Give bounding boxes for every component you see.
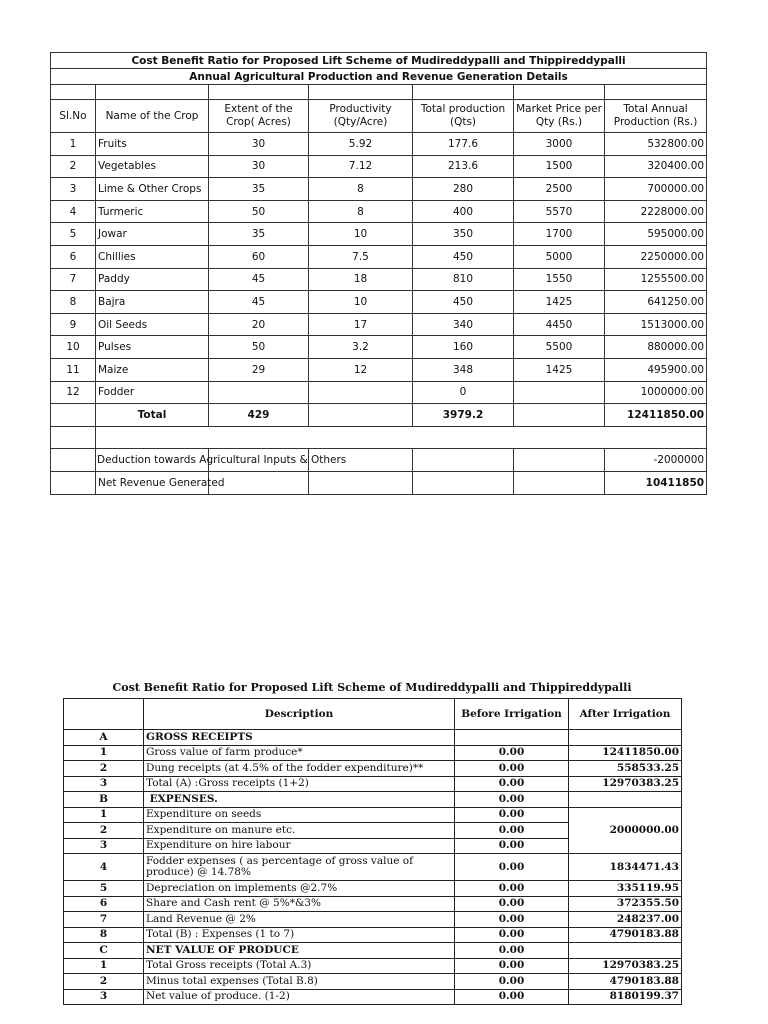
table-row: [64, 854, 682, 881]
table-row: [64, 927, 682, 943]
cell-no: 6: [64, 896, 144, 912]
cell-before: 0.00: [455, 823, 569, 839]
table-row: [51, 223, 707, 246]
blank-cell: [514, 404, 605, 427]
cell-before: 0.00: [455, 974, 569, 990]
cell-desc: Total (A) :Gross receipts (1+2): [144, 776, 455, 792]
section-before: 0.00: [455, 792, 569, 808]
cell-sl: 3: [51, 178, 96, 201]
total-extent: 429: [209, 404, 309, 427]
cell-total: 532800.00: [605, 133, 707, 156]
cell-before: 0.00: [455, 958, 569, 974]
cell-desc: Total Gross receipts (Total A.3): [144, 958, 455, 974]
cell-total: 595000.00: [605, 223, 707, 246]
cell-extent: 35: [209, 178, 309, 201]
cell-before: 0.00: [455, 912, 569, 928]
table-subtitle: Annual Agricultural Production and Revenue Generation Details: [51, 69, 707, 85]
table-row: [64, 974, 682, 990]
cell-before: 0.00: [455, 896, 569, 912]
blank-cell: [413, 449, 514, 472]
cell-before: 0.00: [455, 989, 569, 1005]
total-label: Total: [96, 404, 209, 427]
cell-extent: 50: [209, 200, 309, 223]
table-row: [64, 881, 682, 897]
header-price: Market Price per Qty (Rs.): [514, 100, 605, 133]
blank-cell: [569, 792, 682, 808]
cell-desc: Gross value of farm produce*: [144, 745, 455, 761]
table-row: [51, 245, 707, 268]
cell-crop: Vegetables: [96, 155, 209, 178]
net-revenue-row: [51, 471, 707, 494]
cell-before: 0.00: [455, 854, 569, 881]
cell-price: 1700: [514, 223, 605, 246]
cell-price: 1425: [514, 291, 605, 314]
cell-no: 2: [64, 974, 144, 990]
header-row: [51, 100, 707, 133]
table-row: [51, 178, 707, 201]
cell-productivity: 8: [309, 178, 413, 201]
section-a-row: [64, 730, 682, 746]
cell-desc: Net value of produce. (1-2): [144, 989, 455, 1005]
cell-no: 1: [64, 807, 144, 823]
cell-sl: 8: [51, 291, 96, 314]
cell-sl: 4: [51, 200, 96, 223]
cell-price: [514, 381, 605, 404]
cell-after: 335119.95: [569, 881, 682, 897]
cell-price: 3000: [514, 133, 605, 156]
blank-cell: [514, 471, 605, 494]
cell-productivity: [309, 381, 413, 404]
cell-desc: Minus total expenses (Total B.8): [144, 974, 455, 990]
table-row: [64, 958, 682, 974]
header-slno: Sl.No: [51, 100, 96, 133]
table-row: [51, 200, 707, 223]
blank-cell: [96, 426, 707, 449]
cell-price: 2500: [514, 178, 605, 201]
cell-total: 700000.00: [605, 178, 707, 201]
cell-no: 8: [64, 927, 144, 943]
section-c-row: [64, 943, 682, 959]
table-row: [64, 989, 682, 1005]
cell-production: 450: [413, 291, 514, 314]
blank-cell: [413, 85, 514, 100]
cell-no: 2: [64, 823, 144, 839]
blank-cell: [51, 85, 96, 100]
section-before: 0.00: [455, 943, 569, 959]
cell-sl: 10: [51, 336, 96, 359]
cell-after: 372355.50: [569, 896, 682, 912]
blank-cell: [514, 449, 605, 472]
cell-extent: 45: [209, 291, 309, 314]
cell-crop: Oil Seeds: [96, 313, 209, 336]
cell-total: 1513000.00: [605, 313, 707, 336]
blank-cell: [51, 449, 96, 472]
header-after: After Irrigation: [569, 699, 682, 730]
cell-extent: 20: [209, 313, 309, 336]
cell-productivity: 7.5: [309, 245, 413, 268]
table-row: [64, 807, 682, 823]
cell-no: 3: [64, 776, 144, 792]
cell-production: 213.6: [413, 155, 514, 178]
cell-price: 5000: [514, 245, 605, 268]
cell-desc: Share and Cash rent @ 5%*&3%: [144, 896, 455, 912]
cell-price: 5500: [514, 336, 605, 359]
cell-production: 348: [413, 358, 514, 381]
section-label: EXPENSES.: [144, 792, 455, 808]
blank-cell: [209, 85, 309, 100]
cell-no: 2: [64, 761, 144, 777]
cell-production: 350: [413, 223, 514, 246]
cell-after: 4790183.88: [569, 927, 682, 943]
cell-sl: 9: [51, 313, 96, 336]
cell-price: 1425: [514, 358, 605, 381]
section-label: GROSS RECEIPTS: [144, 730, 455, 746]
cell-crop: Paddy: [96, 268, 209, 291]
net-revenue-label: Net Revenue Generated: [96, 471, 209, 494]
cell-sl: 7: [51, 268, 96, 291]
cell-total: 880000.00: [605, 336, 707, 359]
table-row: [51, 291, 707, 314]
blank-cell: [51, 471, 96, 494]
cell-extent: 45: [209, 268, 309, 291]
cell-before: 0.00: [455, 881, 569, 897]
production-revenue-table: [50, 52, 707, 495]
cell-production: 0: [413, 381, 514, 404]
blank-cell: [569, 730, 682, 746]
blank-cell: [514, 85, 605, 100]
cost-benefit-title: Cost Benefit Ratio for Proposed Lift Scheme of Mudireddypalli and Thippireddypalli: [112, 681, 632, 694]
cell-desc: Expenditure on seeds: [144, 807, 455, 823]
cell-no: 1: [64, 958, 144, 974]
cell-productivity: 8: [309, 200, 413, 223]
cell-total: 320400.00: [605, 155, 707, 178]
table-row: [64, 896, 682, 912]
cell-desc: Fodder expenses ( as percentage of gross value of produce) @ 14.78%: [144, 854, 455, 881]
blank-cell: [413, 471, 514, 494]
table-row: [64, 912, 682, 928]
cell-after: 4790183.88: [569, 974, 682, 990]
cell-after: 558533.25: [569, 761, 682, 777]
cell-no: 3: [64, 989, 144, 1005]
header-row: [64, 699, 682, 730]
cell-production: 280: [413, 178, 514, 201]
section-code: A: [64, 730, 144, 746]
cell-crop: Fodder: [96, 381, 209, 404]
cell-productivity: 5.92: [309, 133, 413, 156]
cell-productivity: 12: [309, 358, 413, 381]
section-label: NET VALUE OF PRODUCE: [144, 943, 455, 959]
total-production: 3979.2: [413, 404, 514, 427]
cell-crop: Jowar: [96, 223, 209, 246]
cell-after: 12411850.00: [569, 745, 682, 761]
cell-total: 2250000.00: [605, 245, 707, 268]
table-row: [64, 745, 682, 761]
table-row: [51, 155, 707, 178]
table-row: [51, 358, 707, 381]
cell-desc: Expenditure on manure etc.: [144, 823, 455, 839]
table-row: [64, 776, 682, 792]
deduction-label: Deduction towards Agricultural Inputs & Others: [97, 454, 347, 467]
cell-price: 1500: [514, 155, 605, 178]
table-row: [51, 133, 707, 156]
header-code: [64, 699, 144, 730]
table-row: [64, 761, 682, 777]
cell-productivity: 3.2: [309, 336, 413, 359]
cell-no: 7: [64, 912, 144, 928]
cell-after: 8180199.37: [569, 989, 682, 1005]
table-row: [51, 268, 707, 291]
total-row: [51, 404, 707, 427]
cell-extent: 35: [209, 223, 309, 246]
cell-after-merged: 2000000.00: [569, 807, 682, 854]
cell-sl: 2: [51, 155, 96, 178]
cell-production: 340: [413, 313, 514, 336]
cell-no: 1: [64, 745, 144, 761]
cell-before: 0.00: [455, 927, 569, 943]
cell-no: 5: [64, 881, 144, 897]
cell-productivity: 17: [309, 313, 413, 336]
table-row: [51, 313, 707, 336]
cell-productivity: 7.12: [309, 155, 413, 178]
header-productivity: Productivity (Qty/Acre): [309, 100, 413, 133]
cell-total: 1255500.00: [605, 268, 707, 291]
blank-cell: [309, 471, 413, 494]
cell-after: 248237.00: [569, 912, 682, 928]
cell-desc: Depreciation on implements @2.7%: [144, 881, 455, 897]
table-title: Cost Benefit Ratio for Proposed Lift Scheme of Mudireddypalli and Thippireddypalli: [51, 53, 707, 69]
cell-crop: Fruits: [96, 133, 209, 156]
cell-extent: 29: [209, 358, 309, 381]
cell-production: 400: [413, 200, 514, 223]
deduction-value: -2000000: [605, 449, 707, 472]
cell-total: 1000000.00: [605, 381, 707, 404]
table-row: [51, 336, 707, 359]
net-revenue-value: 10411850: [605, 471, 707, 494]
cell-crop: Turmeric: [96, 200, 209, 223]
deduction-label-cell: [96, 449, 347, 472]
cell-no: 3: [64, 838, 144, 854]
cell-before: 0.00: [455, 807, 569, 823]
cell-productivity: 10: [309, 291, 413, 314]
cell-extent: 30: [209, 133, 309, 156]
cell-production: 160: [413, 336, 514, 359]
cell-crop: Maize: [96, 358, 209, 381]
cell-total: 2228000.00: [605, 200, 707, 223]
cell-productivity: 10: [309, 223, 413, 246]
blank-cell: [455, 730, 569, 746]
cost-benefit-table: [63, 698, 682, 1005]
header-before: Before Irrigation: [455, 699, 569, 730]
cell-extent: 30: [209, 155, 309, 178]
cell-crop: Lime & Other Crops: [96, 178, 209, 201]
total-value: 12411850.00: [605, 404, 707, 427]
blank-cell: [309, 404, 413, 427]
blank-cell: [51, 404, 96, 427]
section-code: C: [64, 943, 144, 959]
cell-desc: Expenditure on hire labour: [144, 838, 455, 854]
cell-after: 1834471.43: [569, 854, 682, 881]
table-row: [51, 381, 707, 404]
cell-desc: Land Revenue @ 2%: [144, 912, 455, 928]
blank-cell: [569, 943, 682, 959]
cell-desc: Total (B) : Expenses (1 to 7): [144, 927, 455, 943]
cell-production: 177.6: [413, 133, 514, 156]
cell-production: 810: [413, 268, 514, 291]
blank-cell: [96, 85, 209, 100]
cell-sl: 12: [51, 381, 96, 404]
cell-sl: 5: [51, 223, 96, 246]
cell-production: 450: [413, 245, 514, 268]
header-total: Total Annual Production (Rs.): [605, 100, 707, 133]
cell-before: 0.00: [455, 776, 569, 792]
cell-price: 4450: [514, 313, 605, 336]
header-crop: Name of the Crop: [96, 100, 209, 133]
cell-extent: 50: [209, 336, 309, 359]
cell-crop: Chillies: [96, 245, 209, 268]
cell-extent: [209, 381, 309, 404]
cell-desc: Dung receipts (at 4.5% of the fodder expenditure)**: [144, 761, 455, 777]
header-extent: Extent of the Crop( Acres): [209, 100, 309, 133]
cell-crop: Bajra: [96, 291, 209, 314]
cell-before: 0.00: [455, 745, 569, 761]
cell-crop: Pulses: [96, 336, 209, 359]
blank-cell: [605, 85, 707, 100]
cell-productivity: 18: [309, 268, 413, 291]
header-production: Total production (Qts): [413, 100, 514, 133]
cell-extent: 60: [209, 245, 309, 268]
blank-cell: [309, 85, 413, 100]
blank-cell: [51, 426, 96, 449]
cell-price: 5570: [514, 200, 605, 223]
cell-no: 4: [64, 854, 144, 881]
section-b-row: [64, 792, 682, 808]
cell-before: 0.00: [455, 761, 569, 777]
deduction-row: [51, 449, 707, 472]
cell-sl: 6: [51, 245, 96, 268]
cell-after: 12970383.25: [569, 776, 682, 792]
cell-after: 12970383.25: [569, 958, 682, 974]
cell-total: 641250.00: [605, 291, 707, 314]
cell-total: 495900.00: [605, 358, 707, 381]
cell-sl: 1: [51, 133, 96, 156]
cell-price: 1550: [514, 268, 605, 291]
header-description: Description: [144, 699, 455, 730]
cell-sl: 11: [51, 358, 96, 381]
section-code: B: [64, 792, 144, 808]
cell-before: 0.00: [455, 838, 569, 854]
